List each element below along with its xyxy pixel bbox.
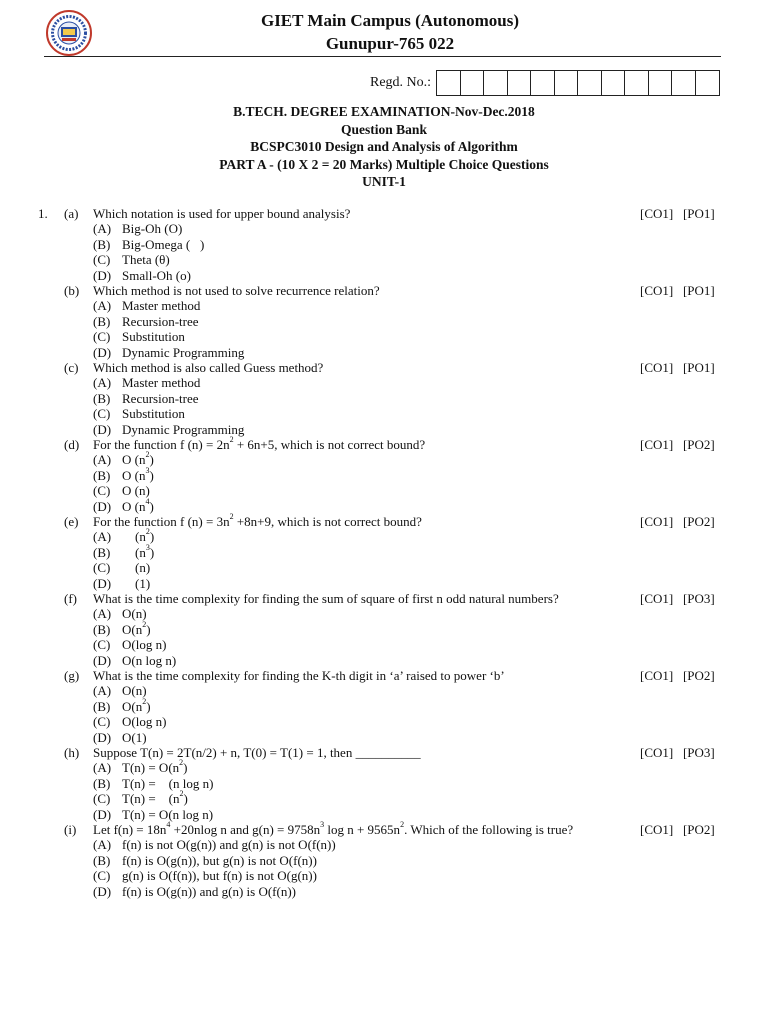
answer-option: (D) O $(n^4)$ xyxy=(93,496,154,514)
question-text: What is the time complexity for finding the K-th digit in ‘a’ raised to power ‘b’ xyxy=(93,668,505,683)
question-number: 1. xyxy=(38,206,48,221)
question-letter: (d) xyxy=(64,437,80,452)
answer-option: (D) Dynamic Programming xyxy=(93,344,245,360)
answer-option: (C) Substitution xyxy=(93,329,185,345)
answer-option: (C) O (n) xyxy=(93,483,150,499)
answer-option: (D) (1) xyxy=(93,575,151,591)
answer-option: (A) O $(n^2)$ xyxy=(93,450,154,468)
part-title: PART A - (10 X 2 = 20 Marks) Multiple Choice Questions xyxy=(219,157,549,172)
regd-box[interactable] xyxy=(578,71,602,95)
regd-box[interactable] xyxy=(437,71,461,95)
answer-option: (B) $O(n^2)$ xyxy=(93,619,151,637)
regd-box[interactable] xyxy=(625,71,649,95)
co-po-tag: [CO1] [PO2] xyxy=(640,668,715,683)
institution-logo-seal xyxy=(46,10,92,56)
answer-option: (B) Recursion-tree xyxy=(93,390,199,406)
header-divider xyxy=(44,56,721,57)
answer-option: (D) T(n) = O(n log n) xyxy=(93,806,214,822)
answer-option: (C) T(n) = $(n^2)$ xyxy=(93,789,188,807)
co-po-tag: [CO1] [PO3] xyxy=(640,591,715,606)
regd-box[interactable] xyxy=(602,71,626,95)
institution-name: GIET Main Campus (Autonomous) xyxy=(260,11,520,30)
answer-option: (A) f(n) is not O(g(n)) and g(n) is not O(f(n)) xyxy=(93,837,336,853)
answer-option: (B) O $(n^3)$ xyxy=(93,465,154,483)
question-letter: (b) xyxy=(64,283,80,298)
answer-option: (A) $(n^2)$ xyxy=(93,527,155,545)
answer-option: (A) O(n) xyxy=(93,683,147,699)
question-letter: (f) xyxy=(64,591,77,606)
answer-option: (D) f(n) is O(g(n)) and g(n) is O(f(n)) xyxy=(93,883,296,899)
question-text: Let $f(n) = 18n^4 +20nlog$ n and $g(n) = 9758n^3$ $\log n + 9565n^2$. Which of the following is true? xyxy=(93,820,574,837)
question-text: Which method is not used to solve recurrence relation? xyxy=(93,283,380,298)
question-letter: (c) xyxy=(64,360,79,375)
answer-option: (B) Big-Omega ( ) xyxy=(93,236,205,252)
co-po-tag: [CO1] [PO2] xyxy=(640,822,715,837)
answer-option: (A) O(n) xyxy=(93,606,147,622)
question-letter: (i) xyxy=(64,822,77,837)
co-po-tag: [CO1] [PO2] xyxy=(640,514,715,529)
institution-location: Gunupur-765 022 xyxy=(325,34,455,53)
regd-box[interactable] xyxy=(672,71,696,95)
answer-option: (B) $(n^3)$ xyxy=(93,542,155,560)
regd-box[interactable] xyxy=(508,71,532,95)
question-text: What is the time complexity for finding the sum of square of first n odd natural numbers? xyxy=(93,591,559,606)
answer-option: (A) Big-Oh (O) xyxy=(93,221,183,237)
regd-box[interactable] xyxy=(531,71,555,95)
question-text: For the function f $(n) = 2n^2 + 6n+5$, which is not correct bound? xyxy=(93,435,426,452)
question-text: Which method is also called Guess method? xyxy=(93,360,324,375)
answer-option: (C) Theta (θ) xyxy=(93,252,170,268)
question-letter: (e) xyxy=(64,514,79,529)
co-po-tag: [CO1] [PO1] xyxy=(640,283,715,298)
answer-option: (A) Master method xyxy=(93,375,201,391)
question-text: Suppose T(n) = 2T(n/2) + n, T(0) = T(1) = 1, then __________ xyxy=(93,745,421,760)
co-po-tag: [CO1] [PO2] xyxy=(640,437,715,452)
answer-option: (B) Recursion-tree xyxy=(93,313,199,329)
question-text: For the function f $(n) = 3n^2 +8n+9$, which is not correct bound? xyxy=(93,512,422,529)
regd-box[interactable] xyxy=(484,71,508,95)
answer-option: (B) T(n) = (n log n) xyxy=(93,775,214,791)
regd-box[interactable] xyxy=(555,71,579,95)
answer-option: (C) O(log n) xyxy=(93,637,167,653)
regd-boxes xyxy=(436,70,720,96)
unit-title: UNIT-1 xyxy=(362,174,406,189)
question-letter: (a) xyxy=(64,206,79,221)
question-text: Which notation is used for upper bound analysis? xyxy=(93,206,351,221)
answer-option: (D) O(n log n) xyxy=(93,652,177,668)
answer-option: (A) Master method xyxy=(93,298,201,314)
question-letter: (h) xyxy=(64,745,80,760)
answer-option: (D) Small-Oh (o) xyxy=(93,267,191,283)
answer-option: (D) Dynamic Programming xyxy=(93,421,245,437)
answer-option: (C) Substitution xyxy=(93,406,185,422)
regd-box[interactable] xyxy=(461,71,485,95)
answer-option: (A) $T(n) = O(n^2)$ xyxy=(93,758,188,776)
regd-box[interactable] xyxy=(696,71,720,95)
answer-option: (D) O(1) xyxy=(93,729,147,745)
answer-option: (C) (n) xyxy=(93,560,151,576)
regd-label: Regd. No.: xyxy=(370,75,432,90)
exam-title: B.TECH. DEGREE EXAMINATION-Nov-Dec.2018 xyxy=(233,104,535,119)
co-po-tag: [CO1] [PO1] xyxy=(640,206,715,221)
question-letter: (g) xyxy=(64,668,80,683)
regd-box[interactable] xyxy=(649,71,673,95)
course-title: BCSPC3010 Design and Analysis of Algorithm xyxy=(250,139,518,154)
answer-option: (C) g(n) is O(f(n)), but f(n) is not O(g(n)) xyxy=(93,868,317,884)
co-po-tag: [CO1] [PO3] xyxy=(640,745,715,760)
registration-number xyxy=(370,70,720,96)
answer-option: (B) $O(n^2)$ xyxy=(93,696,151,714)
answer-option: (B) f(n) is O(g(n)), but g(n) is not O(f(n)) xyxy=(93,852,317,868)
co-po-tag: [CO1] [PO1] xyxy=(640,360,715,375)
doc-type: Question Bank xyxy=(341,122,427,137)
answer-option: (C) O(log n) xyxy=(93,714,167,730)
